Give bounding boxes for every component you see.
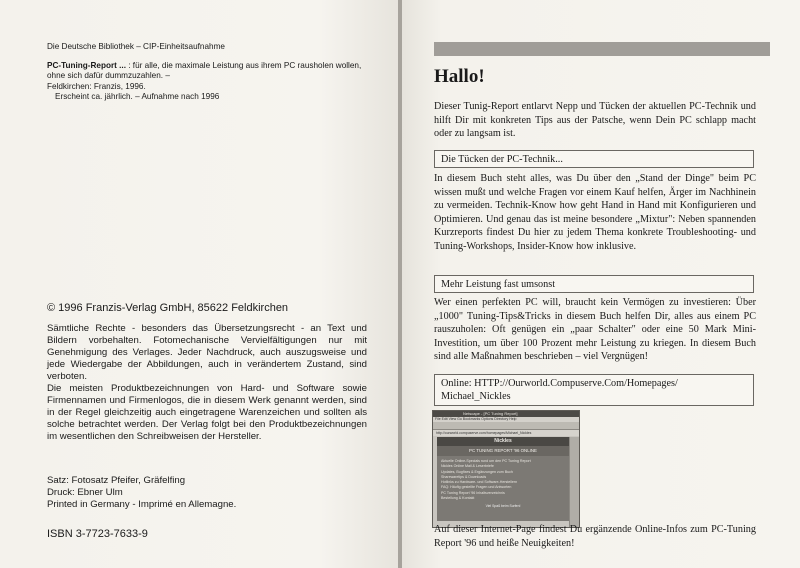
browser-screenshot (432, 410, 580, 528)
browser-scrollbar (569, 437, 579, 527)
body-paragraph: Wer einen perfekten PC will, braucht kein Vermögen zu investieren: Über „1000" Tuning-Tips&Tricks in diesem Buch helfen Dir, alles aus einem PC rauszuholen: Oft genügen ein „paar Schalter" oder eine 50 Mark Mini-Investition, um über 100 Prozent mehr Leistung zu kriegen. In diesem Buch sind alle Maßnahmen beschrieben – viel Vergnügen! (434, 297, 756, 363)
browser-link: Updates, Bugfixes & Ergänzungen zum Buch (441, 469, 513, 474)
left-page (0, 0, 398, 568)
browser-link: Aktuelle Online-Specials rund um den PC Tuning Report (441, 459, 531, 463)
rights-text (47, 323, 367, 443)
cip-entry (47, 42, 367, 103)
browser-titlebar: Netscape - [PC Tuning Report] (433, 411, 579, 417)
trademark-paragraph: Die meisten Produktbezeichnungen von Hard- und Software sowie Firmennamen und Firmenlogos, die in diesem Werk genannt werden, sind in der Regel gleichzeitig auch eingetragene Warenzeichen und sollten als solche betrachtet werden. Der Verlag folgt bei den Produktbezeichnungen im wesentlichen den Schreibweisen der Hersteller. (47, 383, 367, 442)
browser-subtitle: PC TUNING REPORT '96 ONLINE (437, 446, 569, 456)
cip-line: : für alle, die maximale Leistung aus ihrem PC rausholen wollen, ohne sich dafür dummzuzahlen. – (47, 60, 362, 80)
browser-content (437, 437, 569, 521)
browser-banner: Nickles (437, 437, 569, 446)
closing-paragraph: Auf dieser Internet-Page findest Du ergänzende Online-Infos zum PC-Tuning Report '96 und heiße Neuigkeiten! (434, 524, 756, 549)
credit-line: Druck: Ebner Ulm (47, 487, 123, 498)
credit-line: Printed in Germany - Imprimé en Allemagne. (47, 499, 237, 510)
cip-body (47, 61, 367, 103)
cip-line: Feldkirchen: Franzis, 1996. (47, 81, 146, 91)
browser-link: Hotlinks zu Hardware- und Software-Herstellern (441, 480, 518, 485)
browser-link: Nickles Online Mail & Leserbriefe (441, 464, 494, 469)
browser-link-list (437, 456, 569, 504)
cip-title: PC-Tuning-Report ... (47, 60, 126, 70)
isbn: ISBN 3-7723-7633-9 (47, 528, 148, 540)
section-box-tuecken: Die Tücken der PC-Technik... (434, 150, 754, 168)
print-credits (47, 475, 367, 511)
browser-link: PC Tuning Report '96 Inhaltsverzeichnis (441, 490, 505, 495)
cip-header: Die Deutsche Bibliothek – CIP-Einheitsaufnahme (47, 42, 225, 51)
copyright-notice: © 1996 Franzis-Verlag GmbH, 85622 Feldkirchen (47, 302, 289, 314)
header-bar (434, 42, 770, 56)
rights-paragraph: Sämtliche Rechte - besonders das Übersetzungsrecht - an Text und Bildern vorbehalten. Fotomechanische Vervielfältigungen nur mit Genehmigung des Verlages. Jeder Nachdruck, auch auszugsweise und jede Wiedergabe der Abbildungen, auch in verändertem Zustand, sind verboten. (47, 323, 367, 382)
browser-toolbar (433, 422, 579, 430)
body-paragraph: In diesem Buch steht alles, was Du über den „Stand der Dinge" beim PC wissen mußt und welche Fragen vor einem Kauf helfen, Ärger im Nachhinein zu vermeiden. Technik-Know how geht Hand in Hand mit Konfigurieren und Optimieren. Und genau das ist meine besondere „Mixtur": Neben spannenden Kurzreports findest Du hier zu jedem Thema konkrete Troubleshooting- und Tuning-Workshops, Insider-Know how inklusive. (434, 173, 756, 252)
intro-paragraph: Dieser Tunig-Report entlarvt Nepp und Tücken der aktuellen PC-Technik und hilft Dir mit konkreten Tips aus der Patsche, wenn Dein PC schlapp macht oder zu langsam ist. (434, 101, 756, 140)
browser-link: Sharewaretips & Downloads (441, 474, 487, 479)
credit-line: Satz: Fotosatz Pfeifer, Gräfelfing (47, 475, 186, 486)
online-url-box: Online: HTTP://Ourworld.Compuserve.Com/Homepages/ Michael_Nickles (434, 374, 754, 406)
browser-link: FAQ: Häufig gestellte Fragen und Antworten (441, 485, 512, 490)
browser-link: Bestellung & Kontakt (441, 496, 475, 501)
browser-menubar: File Edit View Go Bookmarks Options Directory Help (433, 417, 579, 422)
browser-url: http://ourworld.compuserve.com/homepages/Michael_Nickles (433, 430, 579, 436)
page-heading: Hallo! (434, 66, 485, 87)
browser-footer: Viel Spaß beim Surfen! (485, 504, 521, 509)
section-box-leistung: Mehr Leistung fast umsonst (434, 275, 754, 293)
cip-line: Erscheint ca. jährlich. – Aufnahme nach 1996 (55, 92, 220, 101)
